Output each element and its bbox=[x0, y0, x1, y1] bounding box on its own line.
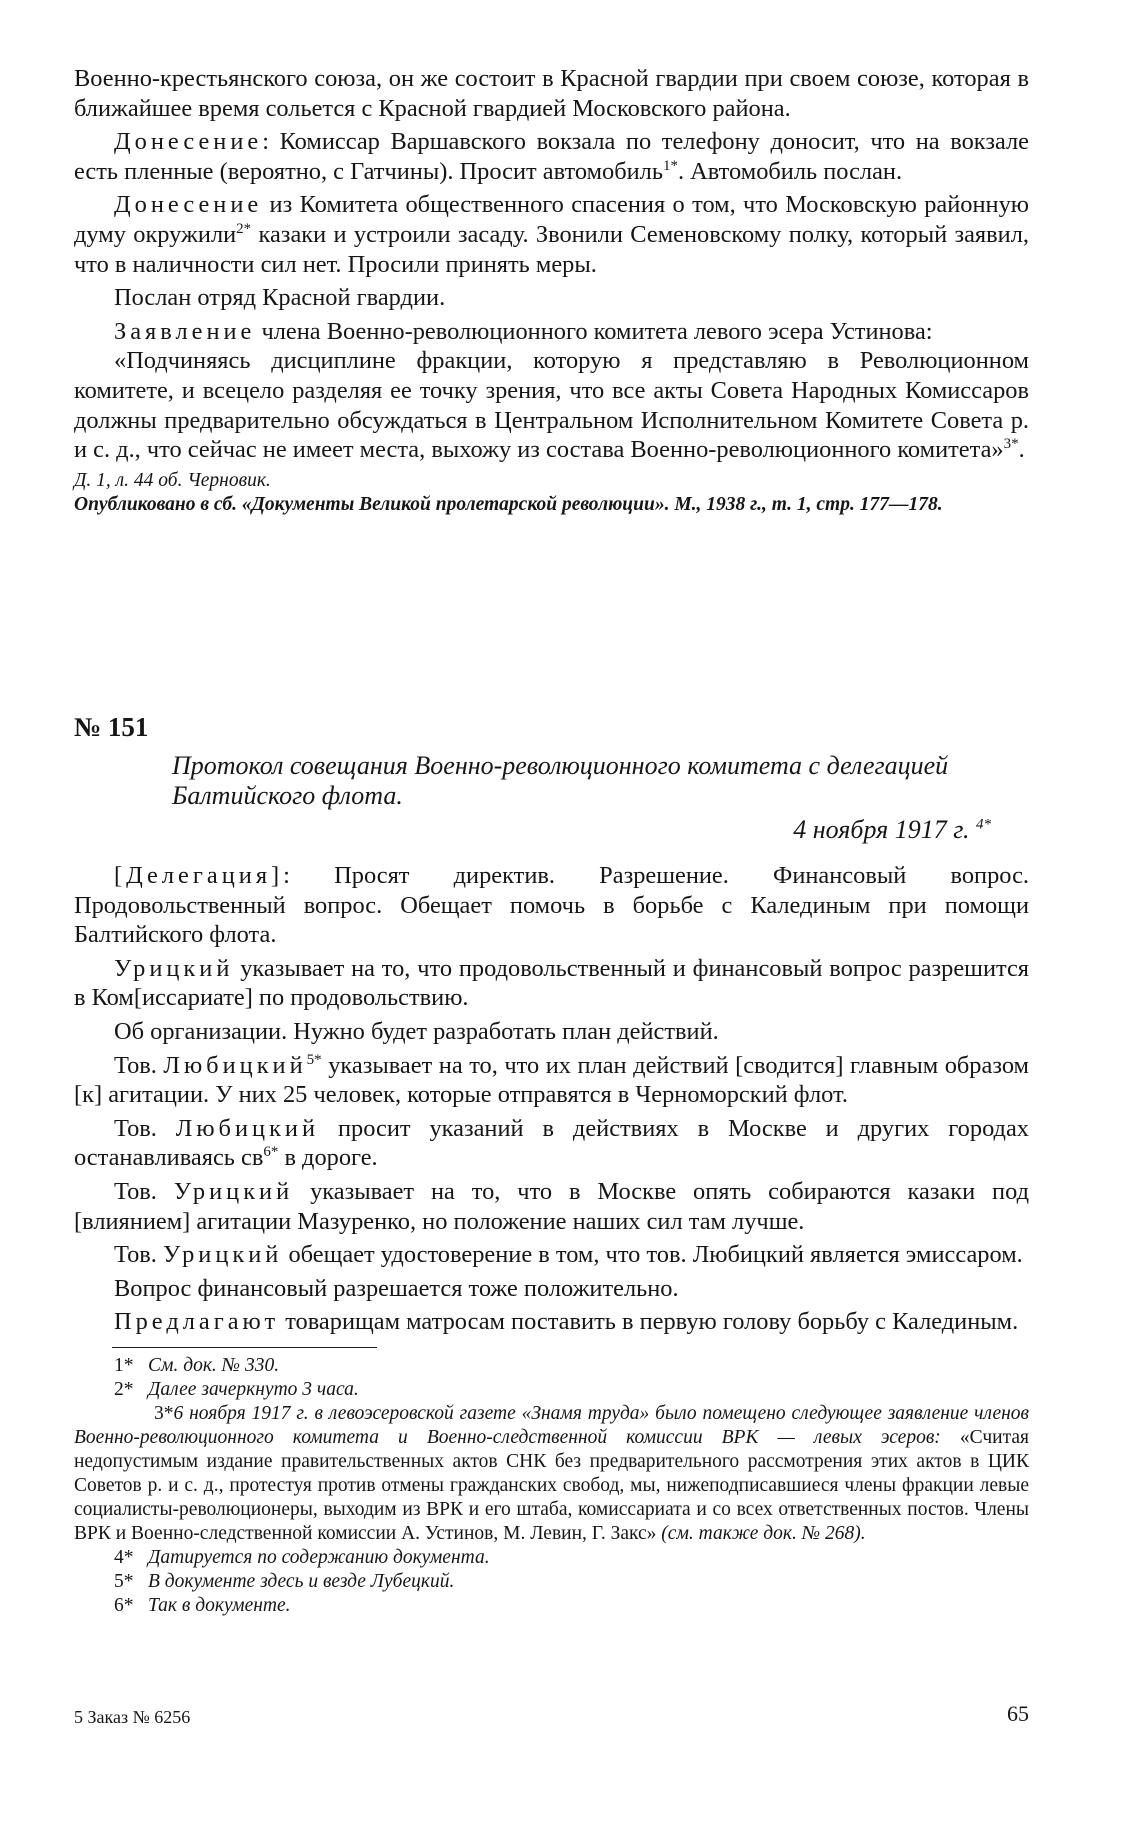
minutes-6: Тов. Урицкий указывает на то, что в Москве опять собираются казаки под [влиянием] агитации Мазуренко, но положение наших сил там лучше. bbox=[74, 1177, 1029, 1235]
report-1-head: Донесение bbox=[114, 128, 263, 156]
footnote-ref-3: 3* bbox=[1003, 436, 1019, 452]
footnote-4: 4* Датируется по содержанию документа. bbox=[114, 1546, 490, 1568]
report-1: Донесение: Комиссар Варшавского вокзала по телефону доносит, что на вокзале есть пленные (вероятно, с Гатчины). Просит автомобиль$^{1*}$. Автомобиль послан. bbox=[74, 128, 1029, 185]
statement-quote: «Подчиняясь дисциплине фракции, которую я представляю в Революционном комитете, и всецело разделяя ее точку зрения, что все акты Совета Народных Комиссаров должны предварительно обсуждаться в Центральном Исполнительном Комитете Совета р. и с. д., что сейчас не имеет места, выхожу из состава Военно-революционного комитета»$^{3*}$. bbox=[74, 347, 1029, 464]
report-2: Донесение из Комитета общественного спасения о том, что Московскую районную думу окружили$^{2*}$ казаки и устроили засаду. Звонили Семеновскому полку, который заявил, что в наличности сил нет. Просили принять меры. bbox=[74, 191, 1029, 278]
footnote-5: 5* В документе здесь и везде Лубецкий. bbox=[114, 1570, 455, 1592]
footnote-ref-4: 4* bbox=[976, 816, 991, 833]
document-151 bbox=[74, 712, 1029, 1618]
statement-head: Заявление bbox=[114, 317, 256, 345]
minutes-3: Об организации. Нужно будет разработать план действий. bbox=[114, 1017, 719, 1045]
doc-date: 4 ноября 1917 г. $^{4*}$ bbox=[793, 815, 991, 844]
statement: Заявление члена Военно-революционного комитета левого эсера Устинова: bbox=[114, 317, 933, 345]
minutes-4: Тов. Любицкий$^{5*}$ указывает на то, что их план действий [сводится] главным образом [к] агитации. У них 25 человек, которые отправятся в Черноморский флот. bbox=[74, 1051, 1029, 1109]
footnote-2: 2* Далее зачеркнуто 3 часа. bbox=[114, 1378, 359, 1400]
minutes-1: [Делегация]: Просят директив. Разрешение. Финансовый вопрос. Продовольственный вопрос. Обещает помочь в борьбе с Калединым при помощи Балтийского флота. bbox=[74, 862, 1029, 949]
upper-text bbox=[74, 64, 1029, 517]
print-order: 5 Заказ № 6256 bbox=[74, 1707, 191, 1727]
report-2-head: Донесение bbox=[114, 191, 263, 219]
minutes-8: Вопрос финансовый разрешается тоже положительно. bbox=[114, 1274, 679, 1302]
footnote-3: 3*6 ноября 1917 г. в левоэсеровской газете «Знамя труда» было помещено следующее заявление членов Военно-революционного комитета и Военно-следственной комиссии ВРК — левых эсеров: «Считая недопустимым издание правительственных актов СНК без предварительного рассмотрения этих актов в ЦИК Советов р. и с. д., протестуя против отмены гражданских свобод, мы, нижеподписавшиеся члены фракции левые социалисты-революционеры, выходим из ВРК и его штаба, комиссариата и со всех ответственных постов. Члены ВРК и Военно-следственной комиссии А. Устинов, М. Левин, Г. Закс» (см. также док. № 268). bbox=[74, 1402, 1029, 1544]
page-footer bbox=[74, 1701, 1029, 1728]
minutes-9: Предлагают товарищам матросам поставить в первую голову борьбу с Калединым. bbox=[114, 1308, 1019, 1336]
footnote-ref-5: 5* bbox=[306, 1051, 322, 1068]
footnote-1: 1* См. док. № 330. bbox=[114, 1354, 280, 1376]
footnote-ref-6: 6* bbox=[263, 1144, 279, 1161]
footnote-divider bbox=[112, 1347, 377, 1348]
footnote-6: 6* Так в документе. bbox=[114, 1594, 291, 1616]
source-archive: Д. 1, л. 44 об. Черновик. bbox=[74, 469, 271, 491]
footnote-ref-2: 2* bbox=[236, 220, 252, 237]
page-number: 65 bbox=[1007, 1701, 1029, 1726]
doc-title: Протокол совещания Военно-революционного комитета с делегацией Балтийского флота. bbox=[172, 751, 949, 810]
paragraph-sent: Послан отряд Красной гвардии. bbox=[114, 284, 446, 312]
source-publication: Опубликовано в сб. «Документы Великой пролетарской революции». М., 1938 г., т. 1, стр. 177—178. bbox=[74, 493, 943, 515]
minutes-7: Тов. Урицкий обещает удостоверение в том, что тов. Любицкий является эмиссаром. bbox=[114, 1241, 1023, 1269]
paragraph-top: Военно-крестьянского союза, он же состоит в Красной гвардии при своем союзе, которая в ближайшее время сольется с Красной гвардией Московского района. bbox=[74, 65, 1029, 122]
minutes-5: Тов. Любицкий просит указаний в действиях в Москве и других городах останавливаясь $св^{6*}$ в дороге. bbox=[74, 1114, 1029, 1172]
minutes-2: Урицкий указывает на то, что продовольственный и финансовый вопрос разрешится в Ком[иссариате] по продовольствию. bbox=[74, 954, 1029, 1012]
doc-number: № 151 bbox=[74, 712, 149, 742]
footnote-ref-1: 1* bbox=[662, 157, 678, 174]
